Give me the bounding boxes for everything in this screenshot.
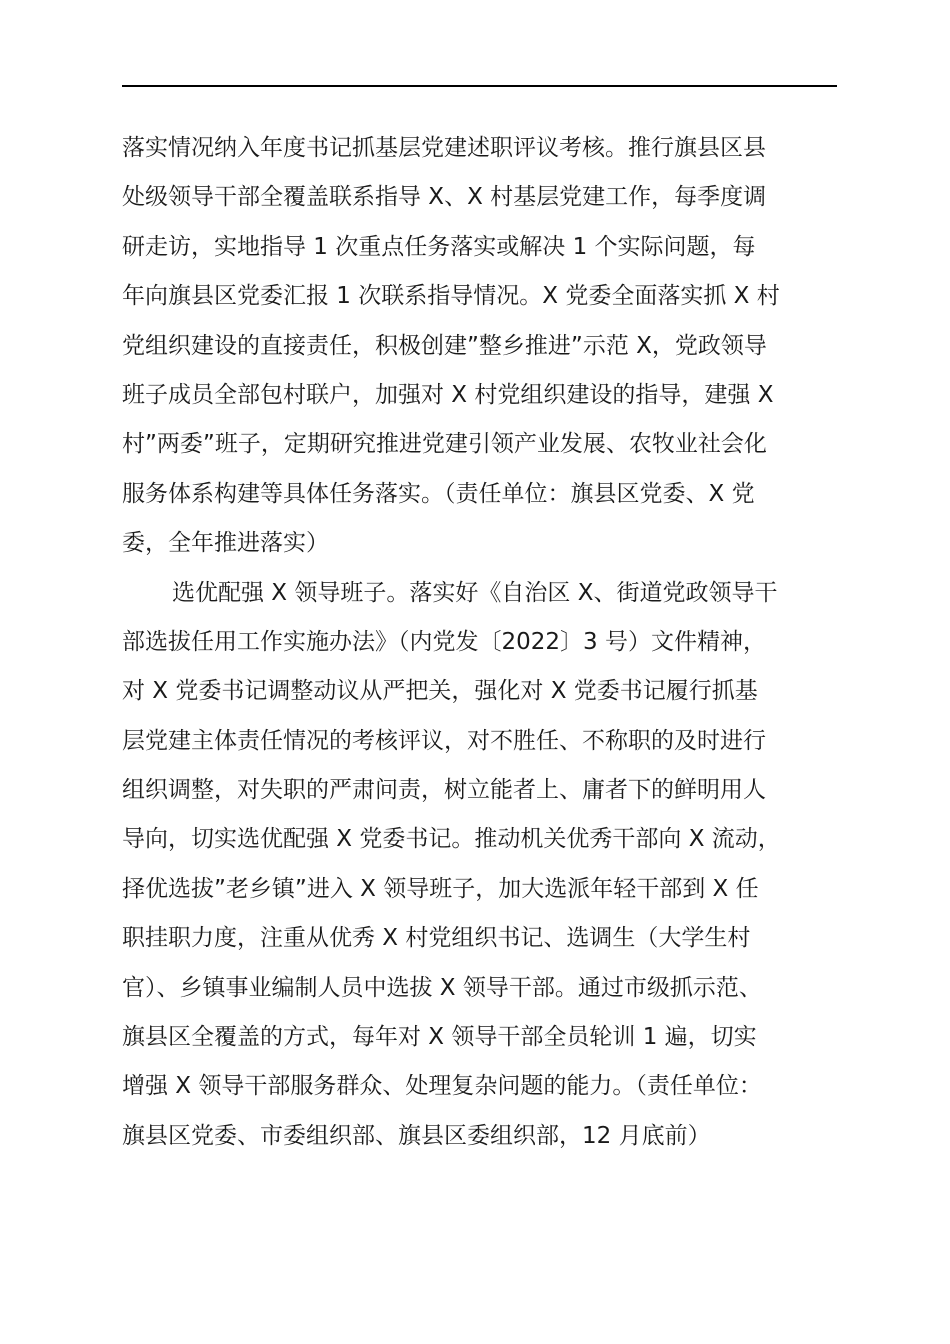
text-line: 村”两委”班子，定期研究推进党建引领产业发展、农牧业社会化	[122, 431, 767, 458]
text-line: 研走访，实地指导 1 次重点任务落实或解决 1 个实际问题，每	[122, 233, 756, 260]
text-line: 旗县区全覆盖的方式，每年对 X 领导干部全员轮训 1 遍，切实	[122, 1024, 757, 1051]
text-line: 委，全年推进落实）	[122, 530, 329, 557]
text-line: 官）、乡镇事业编制人员中选拔 X 领导干部。通过市级抓示范、	[122, 974, 762, 1001]
text-line: 导向，切实选优配强 X 党委书记。推动机关优秀干部向 X 流动，	[122, 826, 781, 853]
paragraph-first-line: 选优配强 X 领导班子。落实好《自治区 X、街道党政领导干	[172, 579, 778, 606]
text-line: 服务体系构建等具体任务落实。（责任单位：旗县区党委、X 党	[122, 480, 755, 507]
text-line: 部选拔任用工作实施办法》（内党发〔2022〕3 号）文件精神，	[122, 628, 766, 655]
text-line: 落实情况纳入年度书记抓基层党建述职评议考核。推行旗县区县	[122, 135, 766, 161]
text-line: 层党建主体责任情况的考核评议，对不胜任、不称职的及时进行	[122, 727, 766, 754]
text-line: 组织调整，对失职的严肃问责，树立能者上、庸者下的鲜明用人	[122, 777, 766, 804]
text-line: 职挂职力度，注重从优秀 X 村党组织书记、选调生（大学生村	[122, 925, 751, 952]
text-line: 党组织建设的直接责任，积极创建”整乡推进”示范 X，党政领导	[122, 332, 767, 359]
text-line: 处级领导干部全覆盖联系指导 X、X 村基层党建工作，每季度调	[122, 184, 767, 211]
header-rule	[122, 85, 837, 87]
text-line: 年向旗县区党委汇报 1 次联系指导情况。X 党委全面落实抓 X 村	[122, 283, 780, 310]
text-line: 增强 X 领导干部服务群众、处理复杂问题的能力。（责任单位：	[122, 1073, 762, 1100]
text-line: 旗县区党委、市委组织部、旗县区委组织部，12 月底前）	[122, 1122, 711, 1149]
body-text	[122, 124, 862, 1161]
text-line: 班子成员全部包村联户，加强对 X 村党组织建设的指导，建强 X	[122, 381, 774, 408]
text-line: 对 X 党委书记调整动议从严把关，强化对 X 党委书记履行抓基	[122, 678, 758, 705]
text-line: 择优选拔”老乡镇”进入 X 领导班子，加大选派年轻干部到 X 任	[122, 875, 759, 902]
